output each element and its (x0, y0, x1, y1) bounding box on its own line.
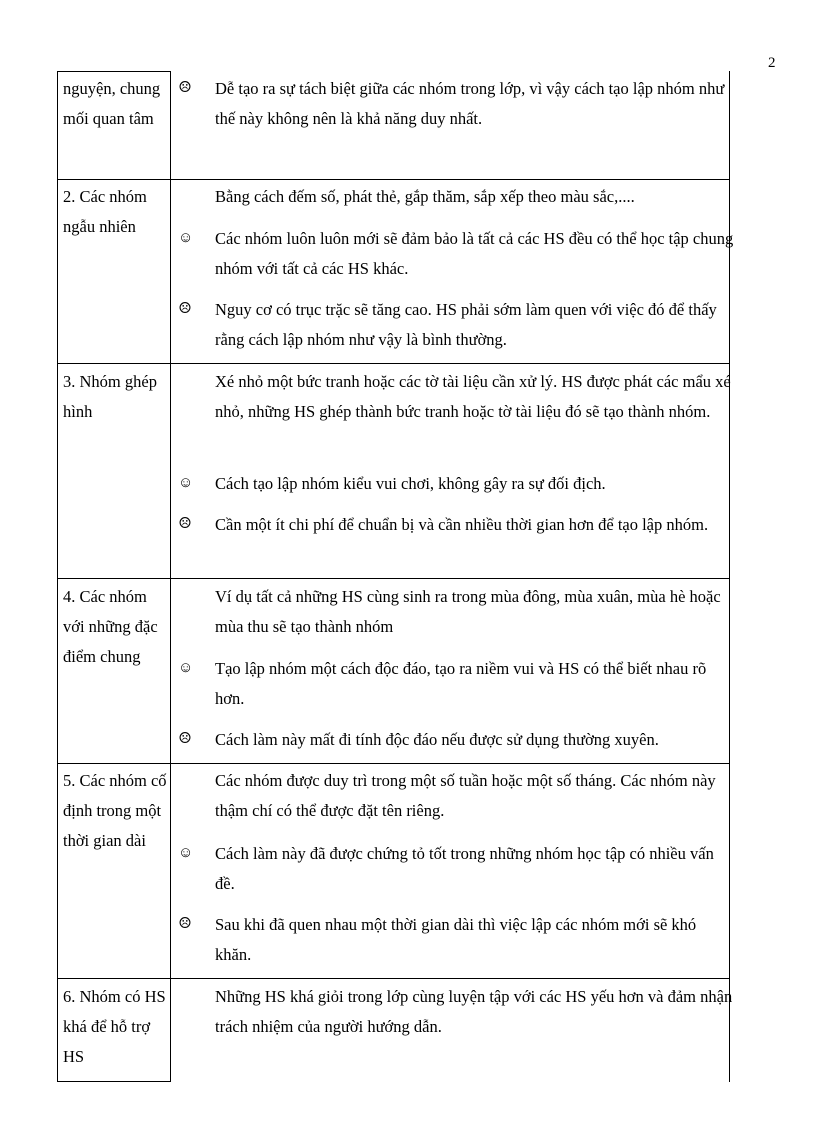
row-item-text: Bằng cách đếm số, phát thẻ, gắp thăm, sắp xếp theo màu sắc,.... (215, 187, 635, 206)
row-item-text: Cách tạo lập nhóm kiểu vui chơi, không gây ra sự đối địch. (215, 474, 606, 493)
frowning-face-icon: ☹ (178, 516, 192, 532)
table-bottom-border (57, 1081, 171, 1082)
row-item-text: Ví dụ tất cả những HS cùng sinh ra trong mùa đông, mùa xuân, mùa hè hoặc mùa thu sẽ tạo thành nhóm (215, 587, 721, 636)
frowning-face-icon: ☹ (178, 916, 192, 932)
row-label: 3. Nhóm ghép hình (63, 372, 157, 421)
row-label: nguyện, chung mối quan tâm (63, 79, 161, 128)
frowning-face-icon: ☹ (178, 731, 192, 747)
row-item-text: Sau khi đã quen nhau một thời gian dài thì việc lập các nhóm mới sẽ khó khăn. (215, 915, 697, 964)
table-column-divider (170, 71, 171, 1082)
row-divider (57, 179, 730, 180)
row-label: 5. Các nhóm cố định trong một thời gian dài (63, 771, 167, 850)
row-divider (57, 763, 730, 764)
frowning-face-icon: ☹ (178, 301, 192, 317)
row-item-text: Dễ tạo ra sự tách biệt giữa các nhóm trong lớp, vì vậy cách tạo lập nhóm như thế này không nên là khả năng duy nhất. (215, 79, 725, 128)
row-item-text: Các nhóm được duy trì trong một số tuần hoặc một số tháng. Các nhóm này thậm chí có thể được đặt tên riêng. (215, 771, 716, 820)
row-divider (57, 363, 730, 364)
smiley-face-icon: ☺ (178, 660, 194, 676)
row-label: 6. Nhóm có HS khá để hỗ trợ HS (63, 987, 166, 1066)
row-divider (57, 578, 730, 579)
smiley-face-icon: ☺ (178, 230, 194, 246)
row-item-text: Cách làm này đã được chứng tỏ tốt trong những nhóm học tập có nhiều vấn đề. (215, 844, 714, 893)
row-item-text: Tạo lập nhóm một cách độc đáo, tạo ra niềm vui và HS có thể biết nhau rõ hơn. (215, 659, 707, 708)
row-item-text: Các nhóm luôn luôn mới sẽ đảm bảo là tất cả các HS đều có thể học tập chung nhóm với tất cả các HS khác. (215, 229, 734, 278)
row-item-text: Cách làm này mất đi tính độc đáo nếu được sử dụng thường xuyên. (215, 730, 659, 749)
page-number: 2 (768, 55, 776, 71)
smiley-face-icon: ☺ (178, 475, 194, 491)
table-top-border (57, 71, 171, 72)
row-item-text: Những HS khá giỏi trong lớp cùng luyện tập với các HS yếu hơn và đảm nhận trách nhiệm của người hướng dẫn. (215, 987, 733, 1036)
row-divider (57, 978, 730, 979)
row-item-text: Nguy cơ có trục trặc sẽ tăng cao. HS phải sớm làm quen với việc đó để thấy rằng cách lập nhóm như vậy là bình thường. (215, 300, 717, 349)
table-left-border (57, 71, 58, 1082)
row-item-text: Cần một ít chi phí để chuẩn bị và cần nhiều thời gian hơn để tạo lập nhóm. (215, 515, 709, 534)
frowning-face-icon: ☹ (178, 80, 192, 96)
row-label: 4. Các nhóm với những đặc điểm chung (63, 587, 158, 666)
row-label: 2. Các nhóm ngẫu nhiên (63, 187, 147, 236)
smiley-face-icon: ☺ (178, 845, 194, 861)
row-item-text: Xé nhỏ một bức tranh hoặc các tờ tài liệu cần xử lý. HS được phát các mẩu xé nhỏ, những HS ghép thành bức tranh hoặc tờ tài liệu đó sẽ tạo thành nhóm. (215, 372, 731, 421)
